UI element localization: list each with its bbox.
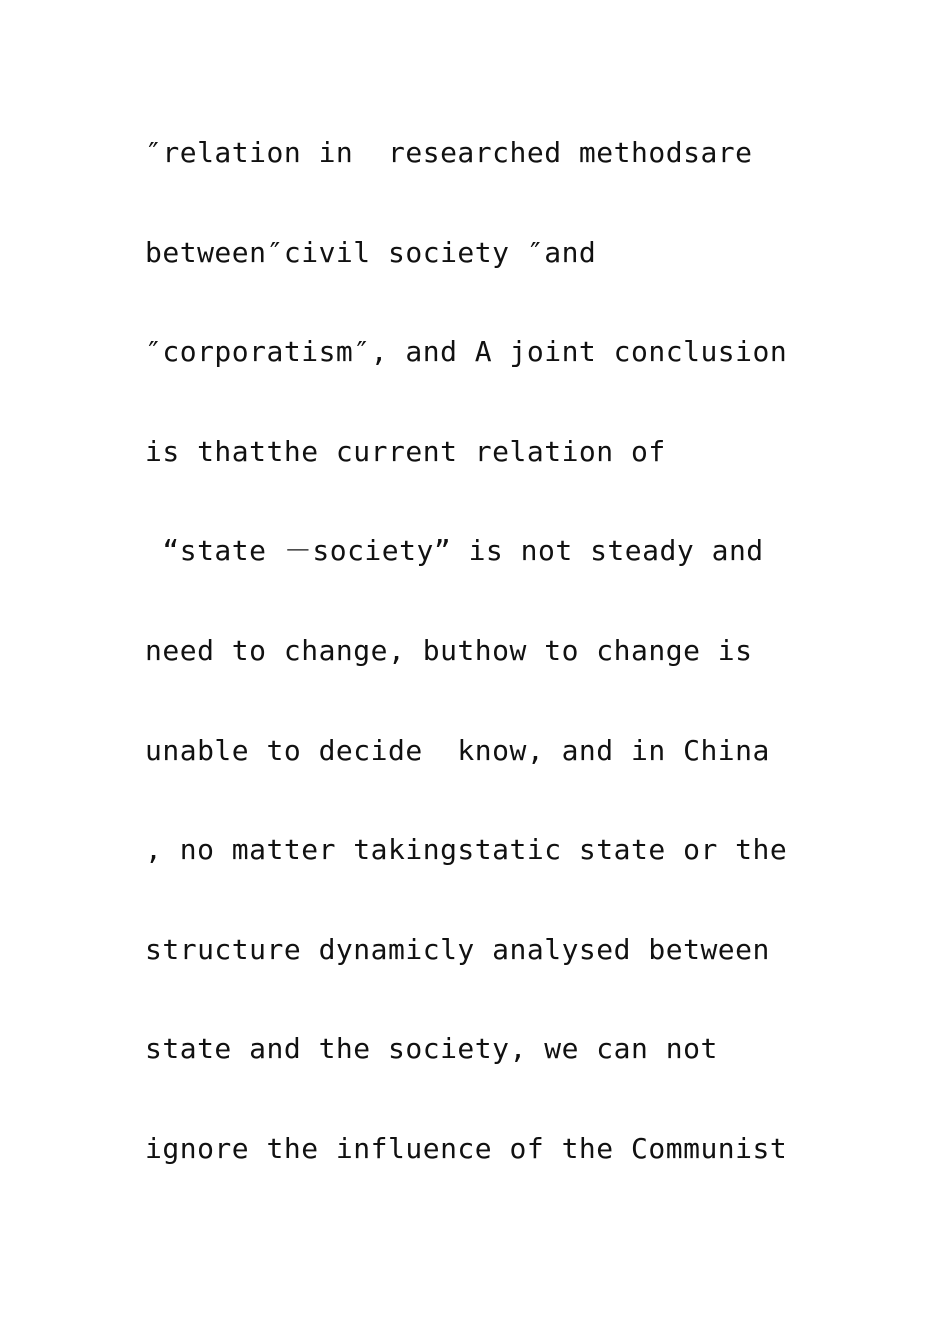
- text-line-8: , no matter takingstatic state or the: [145, 833, 788, 867]
- text-line-1: ″relation in researched methodsare: [145, 136, 753, 169]
- text-line-3: ″corporatism″, and A joint conclusion: [145, 335, 788, 369]
- text-line-6: need to change, buthow to change is: [145, 633, 753, 667]
- text-line-4: is thatthe current relation of: [145, 434, 666, 468]
- text-line-9: structure dynamicly analysed between: [145, 932, 770, 966]
- body-text: [145, 126, 845, 1222]
- text-line-2: between″civil society ″and: [145, 235, 597, 269]
- text-line-10: state and the society, we can not: [145, 1032, 718, 1066]
- text-line-5: “state －society” is not steady and: [145, 534, 764, 568]
- text-line-11: ignore the influence of the Communist: [145, 1131, 788, 1165]
- text-line-7: unable to decide know, and in China: [145, 733, 770, 767]
